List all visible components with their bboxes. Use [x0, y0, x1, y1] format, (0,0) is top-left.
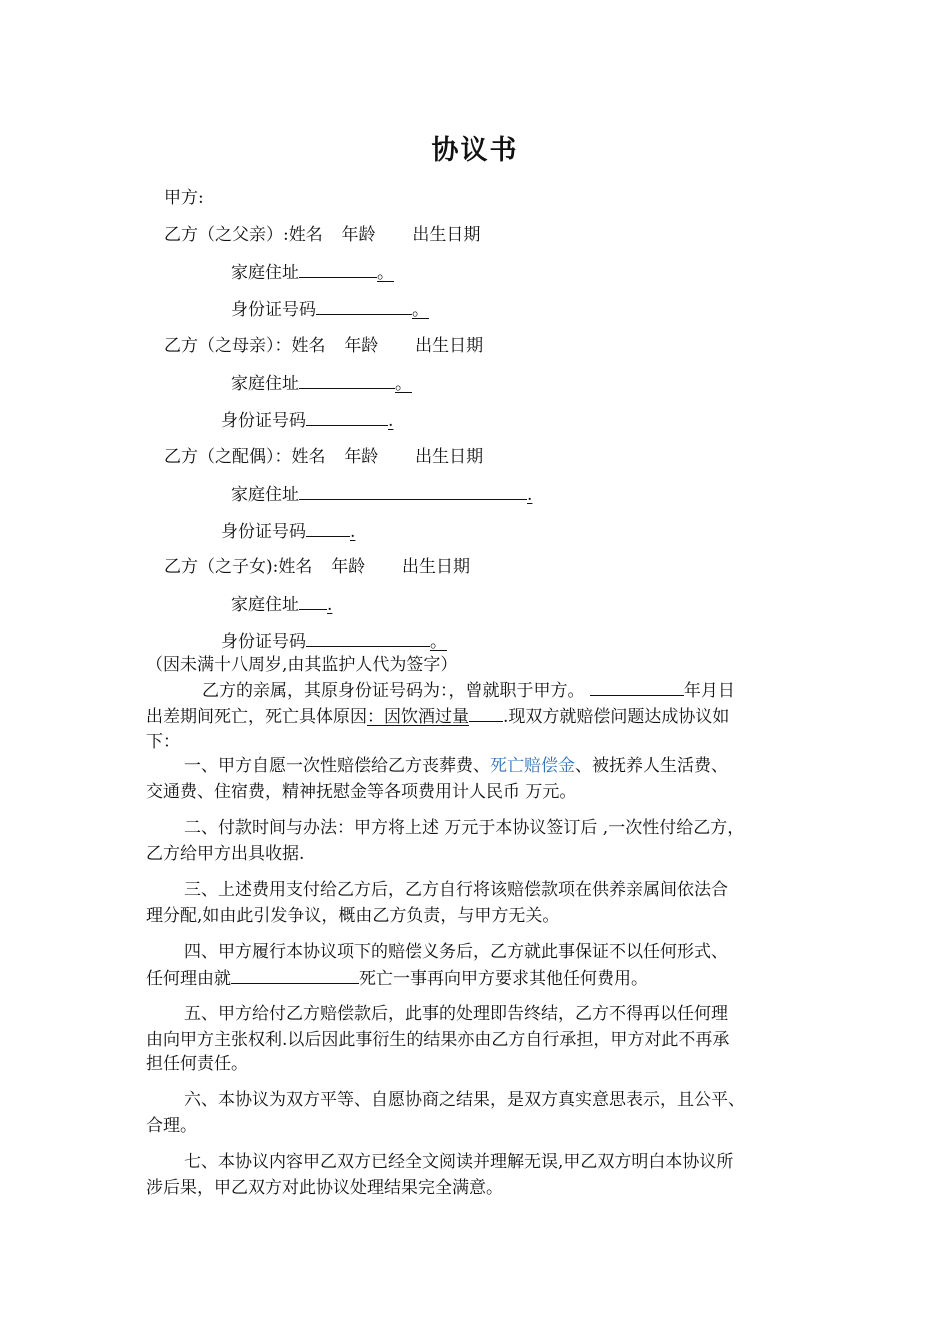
child-id-end: 。 — [430, 632, 447, 652]
mother-age: 年龄 — [344, 336, 379, 356]
father-name-line — [164, 223, 480, 247]
intro-part1: 乙方的亲属，其原身份证号码为：，曾就职于甲方。 — [202, 681, 585, 701]
mother-id-end: . — [388, 411, 394, 431]
mother-address-blank — [299, 371, 395, 389]
father-address-label: 家庭住址 — [231, 263, 299, 283]
spouse-birth: 出生日期 — [415, 447, 484, 467]
clause-2-line-1: 二、付款时间与办法：甲方将上述 万元于本协议签订后 ,一次性付给乙方， — [184, 818, 745, 838]
death-cause: ：因饮酒过量 — [367, 707, 469, 727]
mother-id-line — [221, 408, 393, 433]
clause-1-line-2: 交通费、住宿费，精神抚慰金等各项费用计人民币 万元。 — [146, 782, 577, 802]
clause-4-line2-b: 死亡一事再向甲方要求其他任何费用。 — [359, 969, 648, 989]
spouse-label: 乙方（之配偶）：姓名 — [164, 447, 326, 467]
intro-part2: 年月日 — [683, 681, 735, 701]
clause-4-blank — [231, 966, 359, 984]
clause-5-line-2: 由向甲方主张权利.以后因此事衍生的结果亦由乙方自行承担，甲方对此不再承 — [146, 1030, 730, 1050]
cause-blank — [469, 704, 503, 722]
child-address-blank — [299, 592, 327, 610]
father-id-line — [231, 297, 429, 322]
father-id-end: 。 — [412, 300, 429, 320]
mother-address-end: 。 — [395, 374, 412, 394]
spouse-id-end: . — [350, 522, 356, 542]
party-a-line: 甲方: — [164, 188, 204, 208]
spouse-address-end: . — [527, 485, 533, 505]
spouse-id-label: 身份证号码 — [221, 522, 306, 542]
child-id-label: 身份证号码 — [221, 632, 306, 652]
clause-4-line-1: 四、甲方履行本协议项下的赔偿义务后，乙方就此事保证不以任何形式、 — [184, 942, 728, 962]
father-address-end: 。 — [377, 263, 394, 283]
mother-name-line — [164, 334, 483, 358]
spouse-address-label: 家庭住址 — [231, 485, 299, 505]
father-id-blank — [316, 297, 412, 315]
clause-4-line2-a: 任何理由就 — [146, 969, 231, 989]
clause-1-line-1 — [184, 754, 728, 778]
clause-1-a: 一、甲方自愿一次性赔偿给乙方丧葬费、 — [184, 756, 490, 776]
spouse-id-line — [221, 519, 355, 544]
child-id-line — [221, 629, 447, 654]
clause-4-line-2 — [146, 966, 648, 991]
father-age: 年龄 — [341, 225, 376, 245]
child-address-end: . — [327, 595, 333, 615]
clause-6-line-2: 合理。 — [146, 1116, 197, 1136]
clause-3-line-1: 三、上述费用支付给乙方后，乙方自行将该赔偿款项在供养亲属间依法合 — [184, 880, 728, 900]
spouse-id-blank — [306, 519, 350, 537]
mother-address-label: 家庭住址 — [231, 374, 299, 394]
clause-2-line-2: 乙方给甲方出具收据. — [146, 844, 305, 864]
child-address-label: 家庭住址 — [231, 595, 299, 615]
father-address-line — [231, 260, 394, 285]
child-id-blank — [306, 629, 430, 647]
mother-id-label: 身份证号码 — [221, 411, 306, 431]
intro-date-blank — [590, 678, 684, 696]
spouse-address-blank — [299, 482, 527, 500]
child-label: 乙方（之子女):姓名 — [164, 557, 313, 577]
mother-address-line — [231, 371, 412, 396]
father-address-blank — [299, 260, 377, 278]
spouse-address-line — [231, 482, 532, 507]
clause-5-line-3: 担任何责任。 — [146, 1054, 248, 1074]
clause-3-line-2: 理分配,如由此引发争议，概由乙方负责，与甲方无关。 — [146, 906, 560, 926]
mother-birth: 出生日期 — [415, 336, 484, 356]
intro-line-1 — [202, 678, 735, 703]
child-birth: 出生日期 — [402, 557, 470, 577]
spouse-age: 年龄 — [344, 447, 379, 467]
clause-7-line-1: 七、本协议内容甲乙双方已经全文阅读并理解无误,甲乙双方明白本协议所 — [184, 1152, 734, 1172]
father-birth: 出生日期 — [412, 225, 481, 245]
spouse-name-line — [164, 445, 483, 469]
child-address-line — [231, 592, 332, 617]
intro-line2-b: .现双方就赔偿问题达成协议如 — [503, 707, 730, 727]
intro-line2-a: 出差期间死亡，死亡具体原因 — [146, 707, 367, 727]
intro-line-3: 下： — [146, 732, 180, 752]
clause-7-line-2: 涉后果，甲乙双方对此协议处理结果完全满意。 — [146, 1178, 503, 1198]
father-label: 乙方（之父亲）:姓名 — [164, 225, 323, 245]
document-title: 协议书 — [431, 135, 519, 166]
mother-id-blank — [306, 408, 388, 426]
mother-label: 乙方（之母亲）：姓名 — [164, 336, 326, 356]
clause-5-line-1: 五、甲方给付乙方赔偿款后，此事的处理即告终结，乙方不得再以任何理 — [184, 1004, 728, 1024]
father-id-label: 身份证号码 — [231, 300, 316, 320]
death-compensation-link[interactable]: 死亡赔偿金 — [490, 756, 575, 776]
child-name-line — [164, 555, 470, 579]
guardian-note: （因未满十八周岁,由其监护人代为签字） — [146, 655, 458, 675]
clause-1-b: 、被抚养人生活费、 — [575, 756, 728, 776]
child-age: 年龄 — [331, 557, 366, 577]
clause-6-line-1: 六、本协议为双方平等、自愿协商之结果，是双方真实意思表示，且公平、 — [184, 1090, 745, 1110]
intro-line-2 — [146, 704, 729, 729]
